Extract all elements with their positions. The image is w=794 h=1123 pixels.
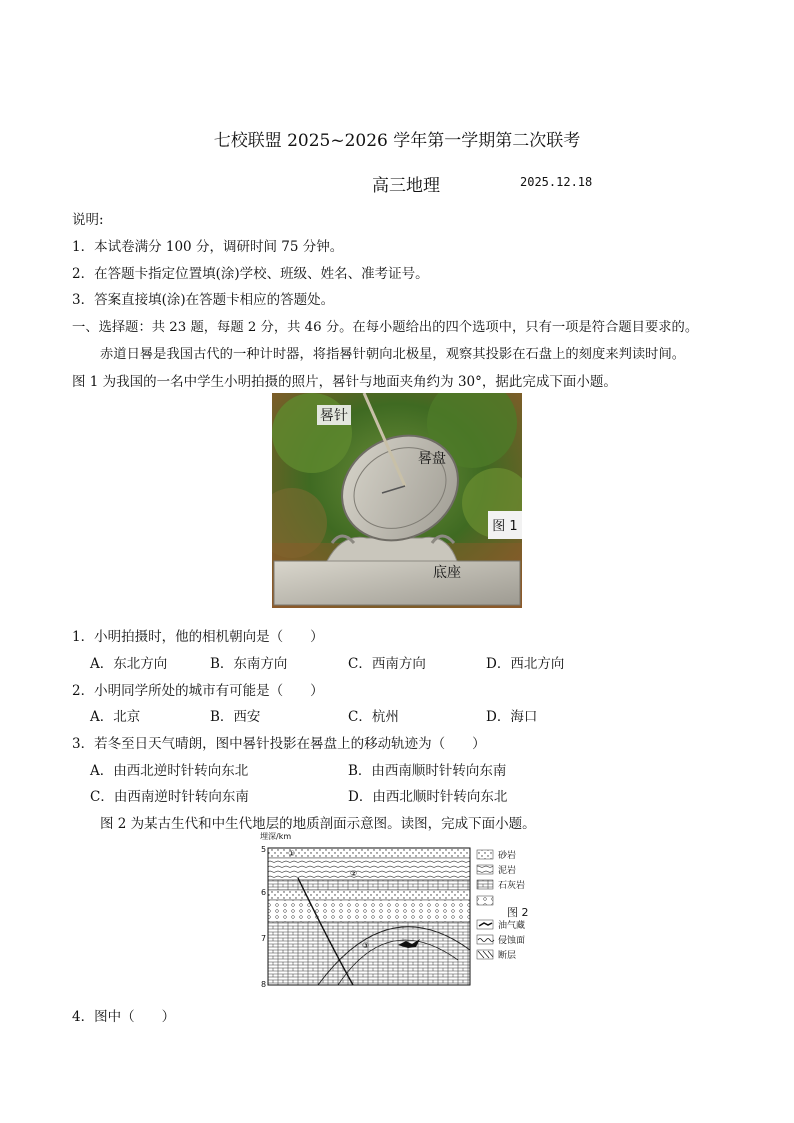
legend-item: 砂岩 bbox=[498, 851, 517, 861]
figure-2-caption: 图 2 bbox=[507, 906, 529, 919]
layer-label: ① bbox=[288, 849, 296, 858]
legend-item: 断层 bbox=[498, 951, 517, 961]
option[interactable]: B．由西南顺时针转向东南 bbox=[348, 763, 507, 779]
figure-1-caption: 图 1 bbox=[492, 519, 518, 534]
legend-item: 侵蚀面 bbox=[498, 936, 526, 946]
layer-label: ③ bbox=[362, 941, 370, 950]
section1-intro: 图 1 为我国的一名中学生小明拍摄的照片，晷针与地面夹角约为 30°，据此完成下面小题。 bbox=[72, 374, 617, 390]
geologic-section-diagram bbox=[258, 830, 548, 990]
y-tick: 8 bbox=[261, 980, 267, 989]
y-tick: 7 bbox=[261, 934, 267, 943]
option[interactable]: B．西安 bbox=[210, 709, 261, 725]
legend bbox=[477, 849, 529, 961]
figure-1-sundial bbox=[272, 393, 522, 608]
question-stem: 3．若冬至日天气晴朗，图中晷针投影在晷盘上的移动轨迹为（ ） bbox=[72, 736, 486, 752]
legend-item: 泥岩 bbox=[498, 866, 517, 876]
question-stem: 2．小明同学所处的城市有可能是（ ） bbox=[72, 683, 324, 699]
option[interactable]: C．杭州 bbox=[348, 709, 399, 725]
label-dial: 晷盘 bbox=[418, 451, 446, 467]
section1-intro: 赤道日晷是我国古代的一种计时器，将指晷针朝向北极星，观察其投影在石盘上的刻度来判读时间。 bbox=[100, 347, 686, 362]
exam-subject: 高三地理 bbox=[372, 176, 440, 196]
option[interactable]: A．东北方向 bbox=[90, 656, 168, 672]
y-tick: 5 bbox=[261, 845, 267, 854]
option[interactable]: C．由西南逆时针转向东南 bbox=[90, 789, 249, 805]
question-stem: 1．小明拍摄时，他的相机朝向是（ ） bbox=[72, 629, 324, 645]
legend-item: 石灰岩 bbox=[498, 881, 526, 891]
instruction-item: 1．本试卷满分 100 分，调研时间 75 分钟。 bbox=[72, 239, 344, 255]
exam-date: 2025.12.18 bbox=[520, 175, 593, 189]
section2-intro: 图 2 为某古生代和中生代地层的地质剖面示意图。读图，完成下面小题。 bbox=[100, 816, 536, 832]
instruction-item: 2．在答题卡指定位置填(涂)学校、班级、姓名、准考证号。 bbox=[72, 266, 429, 282]
y-tick: 6 bbox=[261, 888, 267, 897]
figure-2-geologic-section bbox=[258, 830, 548, 990]
option[interactable]: D．由西北顺时针转向东北 bbox=[348, 789, 508, 805]
option[interactable]: D．海口 bbox=[486, 709, 538, 725]
option[interactable]: B．东南方向 bbox=[210, 656, 288, 672]
label-gnomon: 晷针 bbox=[320, 408, 348, 424]
sundial-illustration bbox=[272, 393, 522, 608]
legend-item: 油气藏 bbox=[498, 921, 526, 931]
option[interactable]: D．西北方向 bbox=[486, 656, 565, 672]
label-base: 底座 bbox=[433, 565, 461, 581]
instructions-heading: 说明: bbox=[72, 212, 104, 228]
question-stem: 4．图中（ ） bbox=[72, 1009, 176, 1025]
instruction-item: 3．答案直接填(涂)在答题卡相应的答题处。 bbox=[72, 292, 335, 308]
option[interactable]: A．由西北逆时针转向东北 bbox=[90, 763, 249, 779]
section1-heading: 一、选择题：共 23 题，每题 2 分，共 46 分。在每小题给出的四个选项中，只有一项是符合题目要求的。 bbox=[72, 320, 699, 335]
option[interactable]: C．西南方向 bbox=[348, 656, 426, 672]
option[interactable]: A．北京 bbox=[90, 709, 141, 725]
layer-label: ② bbox=[350, 869, 358, 878]
y-axis-label: 埋深/km bbox=[260, 832, 292, 841]
exam-title: 七校联盟 2025~2026 学年第一学期第二次联考 bbox=[213, 131, 581, 151]
